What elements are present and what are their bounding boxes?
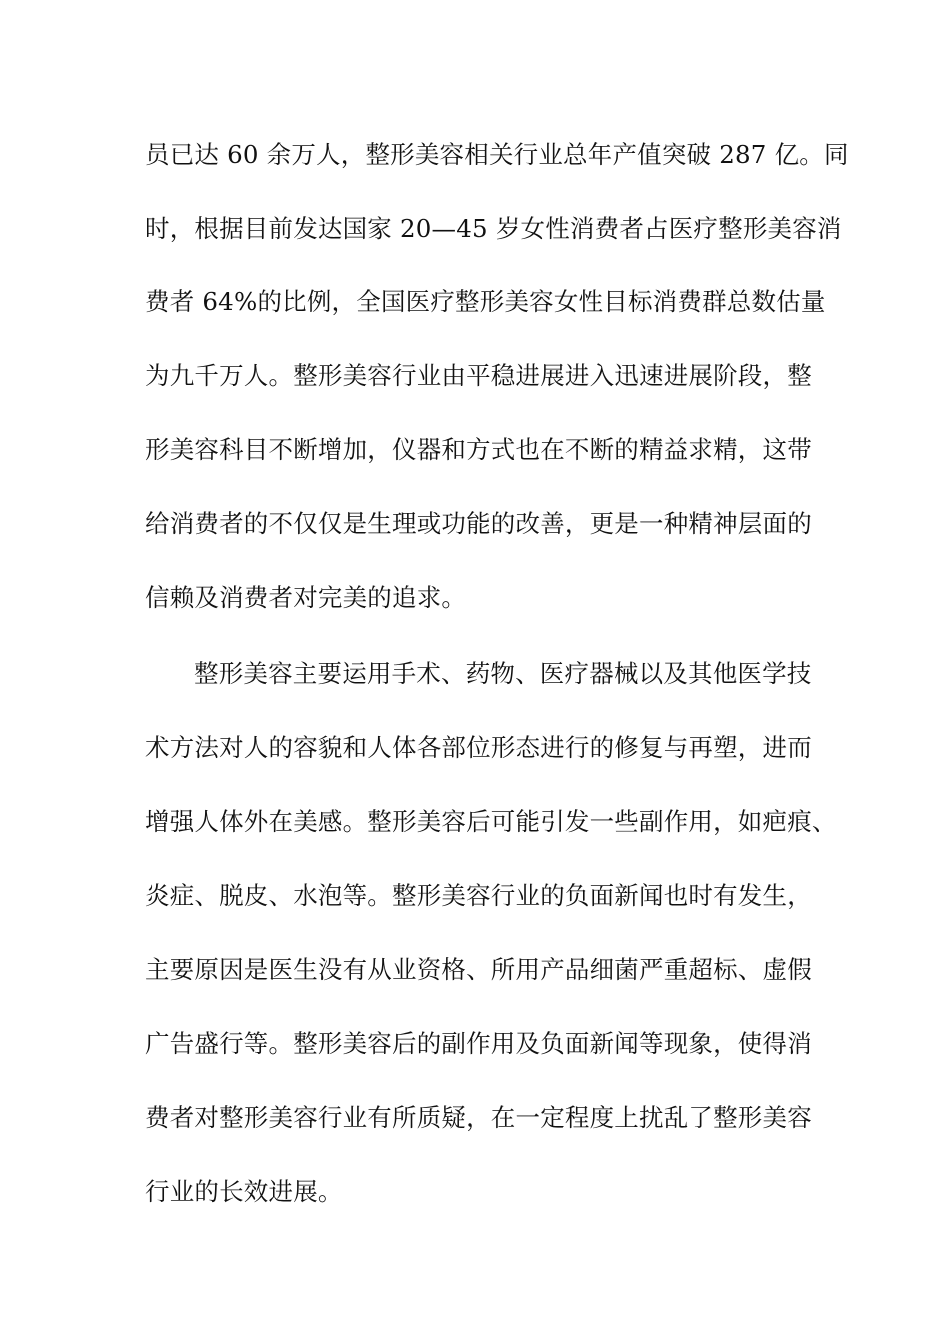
text-line: 费者 64%的比例，全国医疗整形美容女性目标消费群总数估量 — [145, 287, 826, 316]
text-line: 术方法对人的容貌和人体各部位形态进行的修复与再塑，进而 — [145, 733, 812, 762]
text-line: 增强人体外在美感。整形美容后可能引发一些副作用，如疤痕、 — [145, 807, 837, 836]
text-line: 炎症、脱皮、水泡等。整形美容行业的负面新闻也时有发生， — [145, 881, 812, 910]
text-line: 形美容科目不断增加，仪器和方式也在不断的精益求精，这带 — [145, 435, 812, 464]
text-line: 为九千万人。整形美容行业由平稳进展进入迅速进展阶段，整 — [145, 361, 812, 390]
text-line: 主要原因是医生没有从业资格、所用产品细菌严重超标、虚假 — [145, 955, 812, 984]
text-line: 给消费者的不仅仅是生理或功能的改善，更是一种精神层面的 — [145, 509, 812, 538]
text-line: 信赖及消费者对完美的追求。 — [145, 583, 467, 612]
text-line: 员已达 60 余万人，整形美容相关行业总年产值突破 287 亿。同 — [145, 140, 849, 169]
text-line: 行业的长效进展。 — [145, 1177, 343, 1206]
text-line: 时，根据目前发达国家 20—45 岁女性消费者占医疗整形美容消 — [145, 214, 842, 243]
text-line: 整形美容主要运用手术、药物、医疗器械以及其他医学技 — [194, 659, 812, 688]
text-line: 广告盛行等。整形美容后的副作用及负面新闻等现象，使得消 — [145, 1029, 812, 1058]
text-line: 费者对整形美容行业有所质疑，在一定程度上扰乱了整形美容 — [145, 1103, 812, 1132]
